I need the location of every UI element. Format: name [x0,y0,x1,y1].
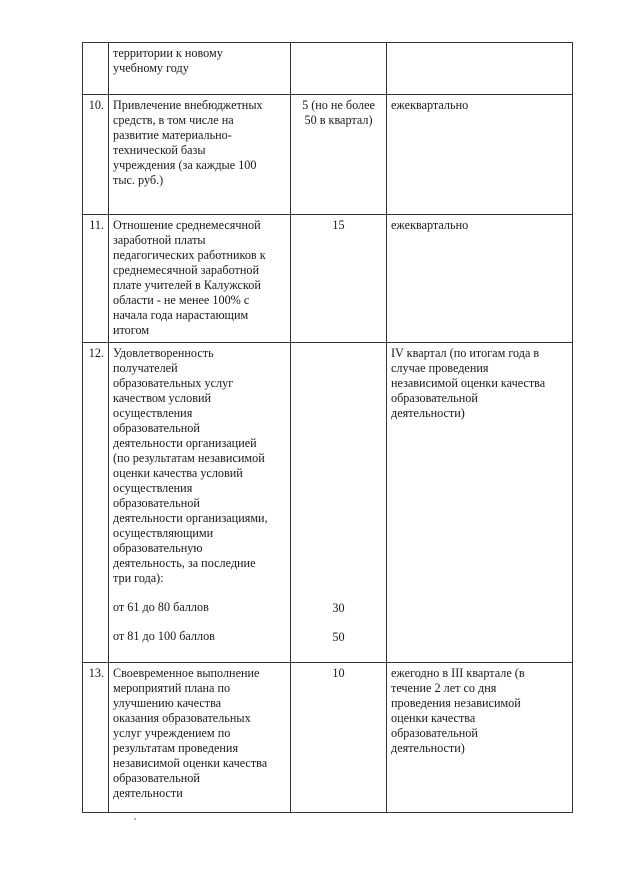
criterion-score [291,215,387,343]
criterion-name-line: Удовлетворенность [113,346,214,360]
criterion-name-line: итогом [113,323,150,337]
criterion-name-line: учебному году [113,61,189,75]
reporting-period-line: образовательной [391,391,478,405]
criterion-name-line: получателей [113,361,178,375]
criterion-name-line: деятельность, за последние [113,556,256,570]
row-number: 10. [83,95,109,215]
criterion-name-line: осуществления [113,481,193,495]
criterion-name-line: технической базы [113,143,206,157]
criterion-name-line: улучшению качества [113,696,222,710]
criterion-name-line: Своевременное выполнение [113,666,260,680]
reporting-period [387,43,573,95]
criterion-name-line: образовательной [113,771,200,785]
criterion-name [109,663,291,813]
spacer [113,586,286,600]
criterion-name-line: образовательную [113,541,203,555]
reporting-period-line: образовательной [391,726,478,740]
reporting-period-line: случае проведения [391,361,489,375]
reporting-period [387,343,573,663]
criterion-name-line: территории к новому [113,46,223,60]
criterion-name-line: области - не менее 100% с [113,293,250,307]
criterion-name-line: Отношение среднемесячной [113,218,261,232]
reporting-period [387,215,573,343]
criterion-score [291,95,387,215]
reporting-period-line: проведения независимой [391,696,521,710]
spacer [295,616,382,630]
reporting-period-line: ежеквартально [391,98,469,112]
reporting-period [387,95,573,215]
reporting-period-line: деятельности) [391,406,465,420]
criterion-name-line: деятельности организациями, [113,511,268,525]
criterion-name-line: результатам проведения [113,741,239,755]
criteria-table-body [83,43,573,813]
criteria-table [82,42,573,813]
score-line: 50 в квартал) [304,113,373,127]
subitem-score: 50 [332,630,345,644]
subitem-label: от 81 до 100 баллов [113,629,215,643]
criterion-name-line: три года): [113,571,164,585]
criteria-row [83,43,573,95]
criterion-name-line: Привлечение внебюджетных [113,98,263,112]
criterion-name [109,215,291,343]
reporting-period-line: течение 2 лет со дня [391,681,497,695]
criterion-name [109,43,291,95]
criterion-name-line: педагогических работников к [113,248,266,262]
reporting-period-line: IV квартал (по итогам года в [391,346,540,360]
reporting-period-line: ежеквартально [391,218,469,232]
criteria-row [83,95,573,215]
criterion-name-line: образовательных услуг [113,376,234,390]
criterion-name-line: заработной платы [113,233,206,247]
criterion-name-line: мероприятий плана по [113,681,231,695]
criteria-row [83,663,573,813]
criterion-name-line: образовательной [113,496,200,510]
criterion-name-line: качеством условий [113,391,212,405]
row-number [83,43,109,95]
criterion-name-line: (по результатам независимой [113,451,265,465]
criterion-name-line: среднемесячной заработной [113,263,259,277]
reporting-period-line: деятельности) [391,741,465,755]
criterion-name-line: тыс. руб.) [113,173,164,187]
spacer [113,615,286,629]
criterion-name-line: услуг учреждением по [113,726,231,740]
criterion-name-line: осуществляющими [113,526,214,540]
criterion-name-line: начала года нарастающим [113,308,249,322]
criterion-name-line: оценки качества условий [113,466,243,480]
reporting-period-line: оценки качества [391,711,476,725]
criterion-name-line: плате учителей в Калужской [113,278,261,292]
criterion-name-line: оказания образовательных [113,711,251,725]
criterion-name-line: развитие материально- [113,128,232,142]
criteria-row [83,215,573,343]
spacer [295,346,382,601]
row-number: 13. [83,663,109,813]
criterion-name-line: средств, в том числе на [113,113,234,127]
criterion-name-line: деятельности [113,786,183,800]
score-line: 5 (но не более [302,98,375,112]
reporting-period-line: ежегодно в III квартале (в [391,666,525,680]
criterion-name-line: образовательной [113,421,200,435]
criterion-score [291,43,387,95]
criterion-name-line: осуществления [113,406,193,420]
row-number: 12. [83,343,109,663]
scan-speck [134,818,136,820]
criterion-name-line: учреждения (за каждые 100 [113,158,257,172]
row-number: 11. [83,215,109,343]
reporting-period-line: независимой оценки качества [391,376,546,390]
criterion-name [109,95,291,215]
criteria-row [83,343,573,663]
criterion-score [291,663,387,813]
subitem-label: от 61 до 80 баллов [113,600,209,614]
subitem-score: 30 [332,601,345,615]
score-value: 10 [332,666,345,680]
criterion-name-line: деятельности организацией [113,436,257,450]
criterion-name-line: независимой оценки качества [113,756,268,770]
score-value: 15 [332,218,345,232]
criterion-name [109,343,291,663]
criterion-score [291,343,387,663]
reporting-period [387,663,573,813]
